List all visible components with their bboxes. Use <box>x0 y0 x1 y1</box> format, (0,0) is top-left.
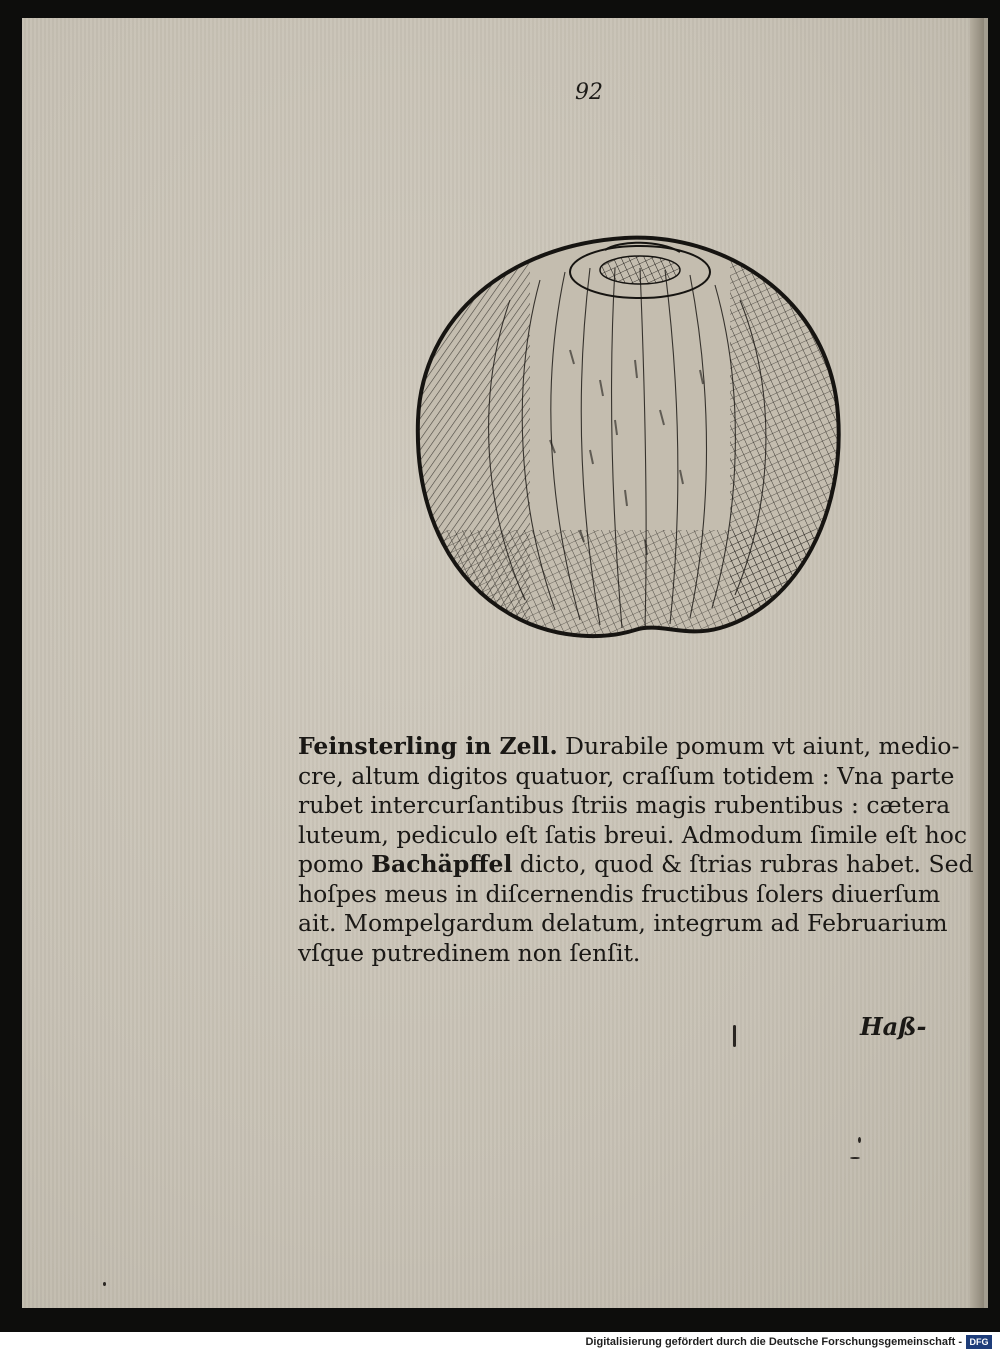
text-line-4: luteum, pediculo eſt ſatis breui. Admodum ſimile eſt hoc <box>298 820 968 849</box>
text-line-3: rubet intercurſantibus ſtriis magis rubentibus : cætera <box>298 791 951 819</box>
variety-name: Feinsterling in Zell. <box>298 732 558 760</box>
page-spine-shadow <box>970 18 984 1308</box>
text-line-7: ait. Mompelgardum delatum, integrum ad Februarium <box>298 909 948 937</box>
dfg-logo: DFG <box>966 1335 992 1349</box>
text-line-8: vſque putredinem non ſenſit. <box>298 938 641 967</box>
paper-speck <box>733 1025 736 1047</box>
paper-speck <box>850 1157 860 1159</box>
digitization-footer <box>0 1332 1000 1353</box>
page-number: 92 <box>575 80 603 105</box>
paper-speck <box>103 1282 106 1286</box>
catchword: Haß- <box>860 1012 927 1041</box>
text-line-5: pomo Bachäpffel dicto, quod & ſtrias rubras habet. Sed <box>298 850 974 878</box>
text-line-6: hoſpes meus in diſcernendis fructibus ſolers diuerſum <box>298 879 941 908</box>
footer-credit: Digitalisierung gefördert durch die Deutsche Forschungsgemeinschaft - <box>585 1336 962 1348</box>
text-line-1: Feinsterling in Zell. Durabile pomum vt aiunt, medio- <box>298 732 960 760</box>
apple-woodcut-illustration <box>390 210 860 650</box>
paper-speck <box>858 1137 861 1143</box>
description-text <box>298 732 974 968</box>
text-line-2: cre, altum digitos quatuor, craſſum totidem : Vna parte <box>298 761 955 790</box>
variety-reference: Bachäpffel <box>371 850 513 878</box>
